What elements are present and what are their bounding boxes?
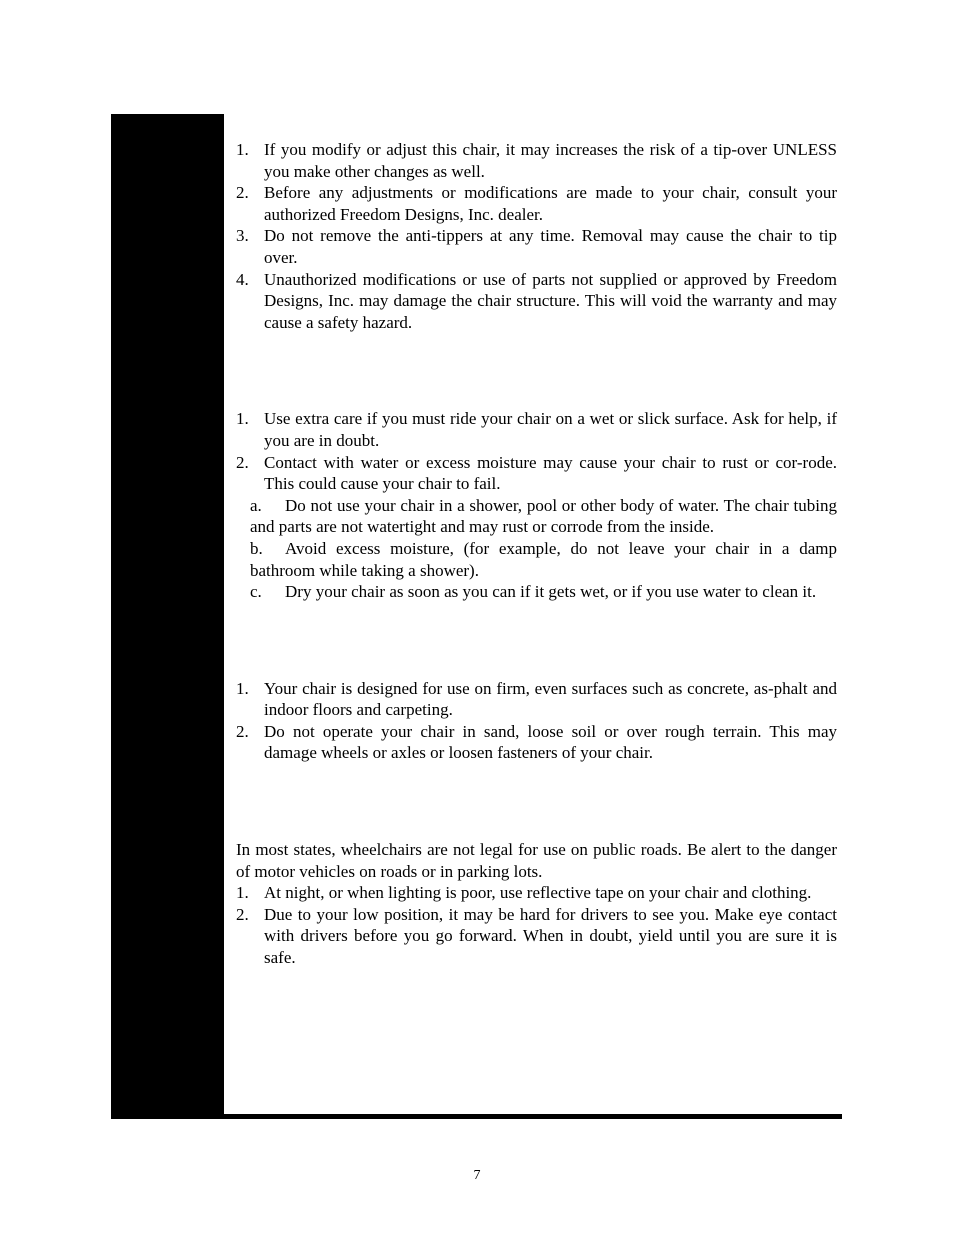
list-item [236, 721, 837, 764]
numbered-list [236, 882, 837, 968]
section-terrain [236, 678, 837, 764]
section-wet-surfaces [236, 408, 837, 602]
numbered-list [236, 408, 837, 494]
numbered-list [236, 678, 837, 764]
sublist-item [250, 495, 837, 538]
list-item-text: At night, or when lighting is poor, use reflective tape on your chair and clothing. [264, 883, 812, 903]
list-number: 2. [236, 721, 249, 741]
list-item-text: Do not remove the anti-tippers at any time. Removal may cause the chair to tip over. [264, 226, 837, 267]
list-item-text: Before any adjustments or modifications are made to your chair, consult your authorized Freedom Designs, Inc. dealer. [264, 183, 837, 224]
list-number: 2. [236, 183, 249, 203]
list-item-text: Do not operate your chair in sand, loose soil or over rough terrain. This may damage wheels or axles or loosen fasteners of your chair. [264, 721, 837, 763]
list-number: 1. [236, 883, 249, 903]
list-number: 1. [236, 409, 249, 429]
list-number: 2. [236, 452, 249, 472]
sublist-letter: c. [250, 582, 262, 602]
list-number: 4. [236, 269, 249, 289]
list-number: 1. [236, 140, 249, 159]
list-item-text: Your chair is designed for use on firm, even surfaces such as concrete, as-phalt and indoor floors and carpeting. [264, 678, 837, 720]
list-item-text: Due to your low position, it may be hard for drivers to see you. Make eye contact with drivers before you go forward. When in doubt, yield until you are sure it is safe. [264, 904, 837, 968]
sublist-letter: b. [250, 538, 263, 558]
sublist-item-text: Do not use your chair in a shower, pool or other body of water. The chair tubing and parts are not watertight and may rust or corrode from the inside. [250, 495, 837, 537]
list-number: 1. [236, 678, 249, 698]
section-public-roads [236, 839, 837, 969]
list-item [236, 882, 837, 904]
sublist-letter: a. [250, 495, 262, 515]
list-item-text: Unauthorized modifications or use of parts not supplied or approved by Freedom Designs, Inc. may damage the chair structure. This will void the warranty and may cause a safety hazard. [264, 269, 837, 332]
list-item-text: If you modify or adjust this chair, it may increases the risk of a tip-over UNLESS you make other changes as well. [264, 140, 837, 181]
list-number: 3. [236, 226, 249, 246]
list-item [236, 452, 837, 495]
lettered-sublist [236, 495, 837, 603]
section-intro: In most states, wheelchairs are not legal for use on public roads. Be alert to the danger of motor vehicles on roads or in parking lots. [236, 840, 837, 881]
sublist-item-text: Dry your chair as soon as you can if it gets wet, or if you use water to clean it. [285, 582, 817, 602]
list-item [236, 408, 837, 451]
sublist-item-text: Avoid excess moisture, (for example, do not leave your chair in a damp bathroom while taking a shower). [250, 538, 837, 580]
section-modifications [236, 139, 837, 333]
sublist-item [250, 581, 837, 603]
list-item-text: Contact with water or excess moisture may cause your chair to rust or cor-rode. This could cause your chair to fail. [264, 452, 837, 494]
list-item [236, 182, 837, 225]
list-item [236, 269, 837, 334]
list-number: 2. [236, 904, 249, 924]
bottom-rule [224, 1114, 842, 1119]
page-content [236, 139, 837, 969]
sublist-item [250, 538, 837, 581]
list-item [236, 678, 837, 721]
sidebar-bar [111, 114, 224, 1119]
page-number: 7 [473, 1168, 481, 1183]
numbered-list [236, 139, 837, 333]
list-item [236, 139, 837, 182]
list-item-text: Use extra care if you must ride your chair on a wet or slick surface. Ask for help, if you are in doubt. [264, 409, 837, 450]
list-item [236, 225, 837, 268]
list-item [236, 904, 837, 969]
